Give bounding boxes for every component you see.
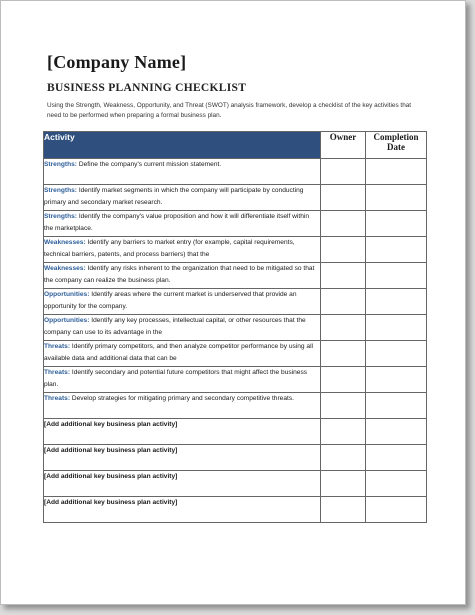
activity-cell[interactable] (44, 159, 321, 185)
completion-date-cell[interactable] (366, 445, 427, 471)
activity-cell[interactable] (44, 497, 321, 523)
activity-description: Identify the company's value proposition and how it will differentiate itself within the marketplace. (44, 213, 310, 232)
completion-date-cell[interactable] (366, 159, 427, 185)
table-row (44, 159, 427, 185)
activity-description: Identify any barriers to market entry (for example, capital requirements, technical barriers, patents, and process barriers) that the (44, 239, 295, 258)
completion-date-cell[interactable] (366, 497, 427, 523)
document-title: BUSINESS PLANNING CHECKLIST (47, 82, 247, 94)
activity-text-wrapper (44, 185, 320, 209)
activity-description: Identify any risks inherent to the organization that need to be mitigated so that the company can realize the business plan. (44, 265, 315, 284)
activity-category: Threats: (44, 343, 71, 350)
table-row (44, 341, 427, 367)
activity-cell[interactable] (44, 393, 321, 419)
activity-category: Threats: (44, 395, 71, 402)
table-header-row (44, 132, 427, 159)
activity-text-wrapper (44, 289, 320, 313)
activity-category: Weaknesses: (44, 265, 86, 272)
activity-description: Identify any key processes, intellectual capital, or other resources that the company can use to its advantage in the (44, 317, 306, 336)
owner-cell[interactable] (321, 471, 366, 497)
owner-cell[interactable] (321, 341, 366, 367)
table-row (44, 497, 427, 523)
activity-category: Weaknesses: (44, 239, 86, 246)
activity-text-wrapper (44, 445, 320, 469)
activity-category: Opportunities: (44, 317, 90, 324)
activity-header: Activity (44, 132, 321, 159)
owner-cell[interactable] (321, 497, 366, 523)
activity-cell[interactable] (44, 263, 321, 289)
completion-date-cell[interactable] (366, 263, 427, 289)
table-row (44, 367, 427, 393)
activity-cell[interactable] (44, 419, 321, 445)
activity-text-wrapper (44, 237, 320, 261)
activity-cell[interactable] (44, 367, 321, 393)
activity-cell[interactable] (44, 289, 321, 315)
completion-date-cell[interactable] (366, 341, 427, 367)
add-activity-placeholder: [Add additional key business plan activity] (44, 421, 178, 428)
owner-cell[interactable] (321, 159, 366, 185)
activity-cell[interactable] (44, 445, 321, 471)
activity-cell[interactable] (44, 315, 321, 341)
owner-cell[interactable] (321, 289, 366, 315)
activity-cell[interactable] (44, 341, 321, 367)
activity-description: Identify areas where the current market is underserved that provide an opportunity for the company. (44, 291, 297, 310)
activity-description: Define the company's current mission statement. (78, 161, 222, 168)
table-row (44, 289, 427, 315)
activity-description: Develop strategies for mitigating primary and secondary competitive threats. (71, 395, 294, 402)
owner-cell[interactable] (321, 185, 366, 211)
table-row (44, 237, 427, 263)
owner-cell[interactable] (321, 315, 366, 341)
table-row (44, 185, 427, 211)
completion-date-header: Completion Date (366, 132, 427, 159)
add-activity-placeholder: [Add additional key business plan activity] (44, 499, 178, 506)
activity-text-wrapper (44, 341, 320, 365)
activity-cell[interactable] (44, 211, 321, 237)
activity-category: Strengths: (44, 161, 77, 168)
activity-text-wrapper (44, 393, 320, 417)
activity-text-wrapper (44, 315, 320, 339)
activity-description: Identify primary competitors, and then analyze competitor performance by using all available data and additional data that can be (44, 343, 314, 362)
activity-text-wrapper (44, 497, 320, 521)
activity-text-wrapper (44, 471, 320, 495)
activity-text-wrapper (44, 159, 320, 183)
owner-cell[interactable] (321, 211, 366, 237)
completion-date-cell[interactable] (366, 237, 427, 263)
owner-cell[interactable] (321, 445, 366, 471)
completion-date-cell[interactable] (366, 315, 427, 341)
checklist-rows (44, 159, 427, 523)
activity-text-wrapper (44, 367, 320, 391)
table-row (44, 393, 427, 419)
add-activity-placeholder: [Add additional key business plan activity] (44, 473, 178, 480)
owner-header: Owner (321, 132, 366, 159)
owner-cell[interactable] (321, 367, 366, 393)
activity-cell[interactable] (44, 237, 321, 263)
owner-cell[interactable] (321, 237, 366, 263)
completion-date-cell[interactable] (366, 419, 427, 445)
completion-date-cell[interactable] (366, 289, 427, 315)
completion-date-cell[interactable] (366, 393, 427, 419)
completion-date-cell[interactable] (366, 471, 427, 497)
table-row (44, 419, 427, 445)
owner-cell[interactable] (321, 419, 366, 445)
activity-text-wrapper (44, 263, 320, 287)
table-row (44, 211, 427, 237)
table-row (44, 263, 427, 289)
checklist-table (43, 131, 427, 523)
completion-date-cell[interactable] (366, 211, 427, 237)
table-row (44, 315, 427, 341)
activity-cell[interactable] (44, 185, 321, 211)
activity-category: Strengths: (44, 213, 77, 220)
add-activity-placeholder: [Add additional key business plan activity] (44, 447, 178, 454)
activity-text-wrapper (44, 419, 320, 443)
company-name[interactable]: [Company Name] (47, 52, 187, 72)
owner-cell[interactable] (321, 393, 366, 419)
intro-paragraph: Using the Strength, Weakness, Opportunity, and Threat (SWOT) analysis framework, develop a checklist of the key activities that need to be performed when preparing a formal business plan. (47, 102, 412, 119)
table-row (44, 445, 427, 471)
completion-date-cell[interactable] (366, 367, 427, 393)
activity-description: Identify market segments in which the company will participate by conducting primary and secondary market research. (44, 187, 304, 206)
completion-date-cell[interactable] (366, 185, 427, 211)
activity-text-wrapper (44, 211, 320, 235)
activity-category: Opportunities: (44, 291, 90, 298)
activity-description: Identify secondary and potential future competitors that might affect the business plan. (44, 369, 308, 388)
activity-category: Strengths: (44, 187, 77, 194)
activity-category: Threats: (44, 369, 71, 376)
owner-cell[interactable] (321, 263, 366, 289)
table-row (44, 471, 427, 497)
activity-cell[interactable] (44, 471, 321, 497)
